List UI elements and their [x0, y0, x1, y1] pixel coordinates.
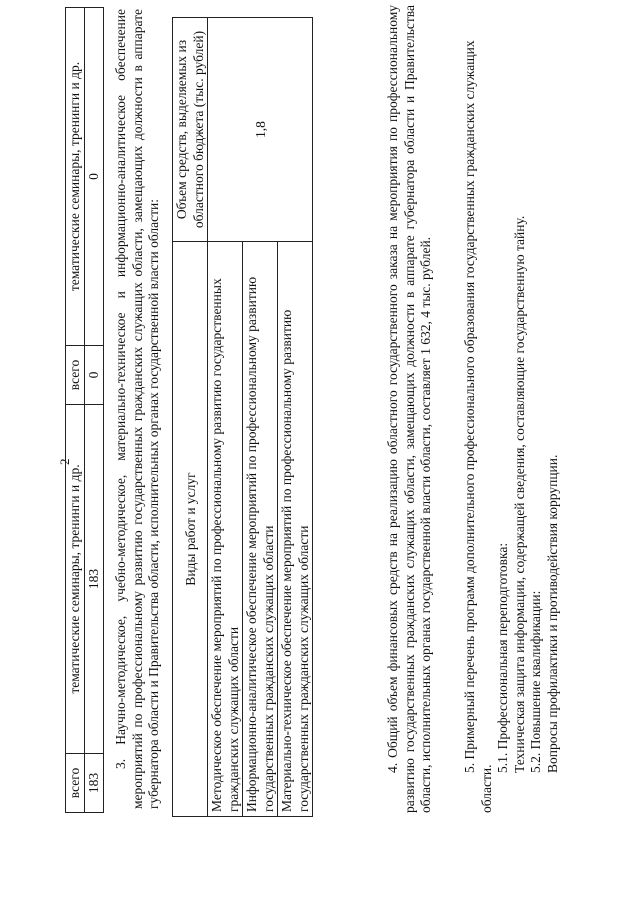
table-row — [173, 18, 208, 817]
paragraph-4 — [385, 5, 435, 813]
paragraph-5-intro: 5. Примерный перечень программ дополнительного профессионального образования государственных гражданских служащих области. — [462, 40, 494, 813]
table-row — [85, 8, 104, 813]
service-cell: Материально-техническое обеспечение мероприятий по профессиональному развитию государственных гражданских служащих области — [278, 242, 313, 817]
service-cell: Информационно-аналитическое обеспечение мероприятий по профессиональному развитию государственных гражданских служащих области — [243, 242, 278, 817]
page-number: 2 — [57, 458, 72, 465]
subsection-5-2: 5.2. Повышение квалификации: — [528, 590, 543, 773]
subsection-5-2-item: Вопросы профилактики и противодействия коррупции. — [544, 454, 560, 773]
table-row — [66, 8, 85, 813]
table-cell: всего — [66, 346, 85, 405]
table-cell: 183 — [85, 405, 104, 754]
service-cell: Методическое обеспечение мероприятий по профессиональному развитию государственных гражданских служащих области — [208, 242, 243, 817]
budget-value: 1,8 — [208, 18, 313, 242]
subsection-5-1: 5.1. Профессиональная переподготовка: — [495, 542, 510, 773]
table-cell: 0 — [85, 346, 104, 405]
table-cell: 0 — [85, 8, 104, 346]
table-cell: 183 — [85, 754, 104, 813]
paragraph-5 — [462, 5, 561, 813]
table-cell: тематические семинары, тренинги и др. — [66, 405, 85, 754]
paragraph-4-text: 4. Общий объем финансовых средств на реализацию областного государственного заказа на мероприятия по профессиональному развитию государственных гражданских служащих области, замещающих должности в аппарате губернатора области и Правительства области, исполнительных органах государственной власти области, составляет 1 632, 4 тыс. рублей. — [385, 5, 433, 813]
table-cell: тематические семинары, тренинги и др. — [66, 8, 85, 346]
table-row — [208, 18, 243, 817]
paragraph-3-text: 3. Научно-методическое, учебно-методическое, материально-техническое и информационно-аналитическое обеспечение мероприятий по профессиональному развитию государственных гражданских служащих области, замещающих должности в аппарате губернатора области и Правительства области, исполнительных органах государственной власти области: — [113, 9, 161, 809]
services-budget-table — [172, 17, 313, 817]
seminars-table — [65, 7, 104, 813]
subsection-5-1-item: Техническая защита информации, содержащей сведения, составляющие государственную тайну. — [511, 215, 527, 773]
header-budget: Объем средств, выделяемых из областного бюджета (тыс. рублей) — [173, 18, 208, 242]
paragraph-3 — [113, 9, 163, 809]
header-services: Виды работ и услуг — [173, 242, 208, 817]
table-cell: всего — [66, 754, 85, 813]
